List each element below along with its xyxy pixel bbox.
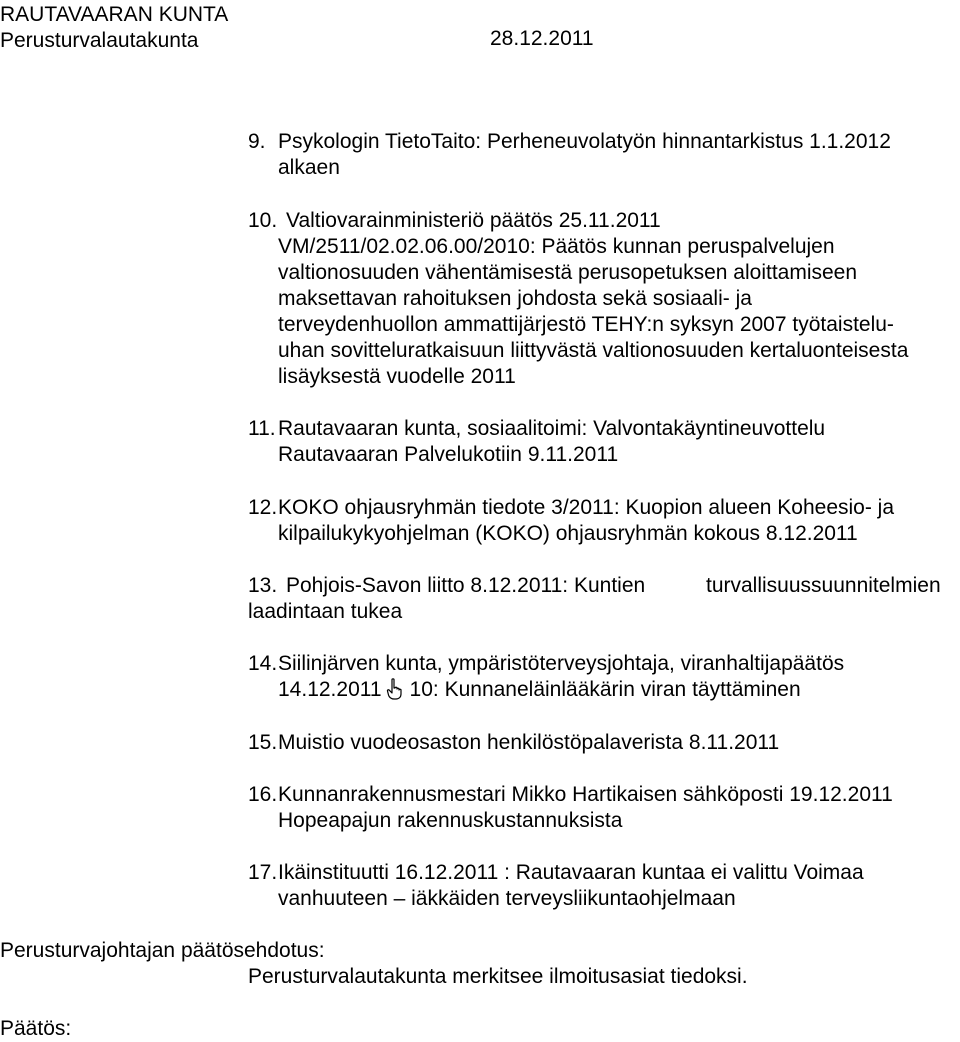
list-item-17 — [248, 860, 960, 912]
item-number: 10. — [248, 209, 278, 232]
item-date-text: 14.12.2011 — [278, 678, 382, 701]
item-text-line: Rautavaaran Palvelukotiin 9.11.2011 — [278, 443, 619, 466]
item-number: 17. — [248, 861, 278, 884]
item-text-line: uhan sovitteluratkaisuun liittyvästä valtionosuuden kertaluonteisesta — [278, 339, 909, 362]
item-text-line: maksettavan rahoituksen johdosta sekä sosiaali- ja — [278, 287, 752, 310]
item-text-line: vanhuuteen – iäkkäiden terveysliikuntaohjelmaan — [278, 887, 736, 910]
item-number: 9. — [248, 130, 266, 153]
item-text-line: Hopeapajun rakennuskustannuksista — [278, 809, 623, 832]
item-number: 15. — [248, 731, 278, 754]
list-item-15 — [248, 730, 960, 756]
item-text-line: Rautavaaran kunta, sosiaalitoimi: Valvontakäyntineuvottelu — [278, 417, 826, 440]
item-number: 14. — [248, 652, 278, 675]
item-text-line: KOKO ohjausryhmän tiedote 3/2011: Kuopion alueen Koheesio- ja — [278, 496, 895, 519]
proposal-label: Perusturvajohtajan päätösehdotus: — [0, 939, 325, 962]
proposal-text: Perusturvalautakunta merkitsee ilmoitusasiat tiedoksi. — [248, 965, 748, 988]
item-text-line: valtionosuuden vähentämisestä perusopetuksen aloittamiseen — [278, 261, 858, 284]
item-text-line: alkaen — [278, 156, 340, 179]
item-text-line: kilpailukykyohjelman (KOKO) ohjausryhmän kokous 8.12.2011 — [278, 522, 858, 545]
decision-label: Päätös: — [0, 1017, 72, 1040]
item-text-justified-word: turvallisuussuunnitelmien — [706, 574, 941, 597]
item-text-line: Valtiovarainministeriö päätös 25.11.2011 — [286, 209, 661, 232]
item-text-line: Ikäinstituutti 16.12.2011 : Rautavaaran kuntaa ei valittu Voimaa — [278, 861, 864, 884]
item-text-line: laadintaan tukea — [248, 600, 403, 623]
item-text-line — [278, 677, 960, 703]
item-text-line: Kunnanrakennusmestari Mikko Hartikaisen sähköposti 19.12.2011 — [278, 783, 893, 806]
pointing-hand-icon — [386, 678, 404, 700]
item-text-line: Psykologin TietoTaito: Perheneuvolatyön hinnantarkistus 1.1.2012 — [278, 130, 891, 153]
list-item-11 — [248, 416, 960, 468]
org-name: RAUTAVAARAN KUNTA — [0, 3, 229, 26]
item-text-line: lisäyksestä vuodelle 2011 — [278, 365, 516, 388]
list-item-13 — [248, 573, 960, 625]
board-name: Perusturvalautakunta — [0, 29, 199, 52]
document-header — [0, 2, 228, 54]
list-item-16 — [248, 782, 960, 834]
item-number: 13. — [248, 574, 278, 597]
item-text-line: VM/2511/02.02.06.00/2010: Päätös kunnan peruspalvelujen — [278, 235, 835, 258]
list-item-14 — [248, 651, 960, 703]
item-number: 16. — [248, 783, 278, 806]
list-item-12 — [248, 495, 960, 547]
list-item-9 — [248, 129, 960, 181]
item-text-line: Siilinjärven kunta, ympäristöterveysjohtaja, viranhaltijapäätös — [278, 652, 845, 675]
item-number: 12. — [248, 496, 278, 519]
item-text-line: Muistio vuodeosaston henkilöstöpalaverista 8.11.2011 — [278, 731, 780, 754]
item-text-rest: 10: Kunnaneläinlääkärin viran täyttäminen — [409, 678, 801, 701]
item-text-line: terveydenhuollon ammattijärjestö TEHY:n syksyn 2007 työtaistelu- — [278, 313, 894, 336]
list-item-10 — [248, 208, 960, 390]
item-text-line: Pohjois-Savon liitto 8.12.2011: Kuntien — [286, 574, 646, 597]
meeting-date: 28.12.2011 — [490, 27, 594, 50]
item-number: 11. — [248, 417, 276, 440]
